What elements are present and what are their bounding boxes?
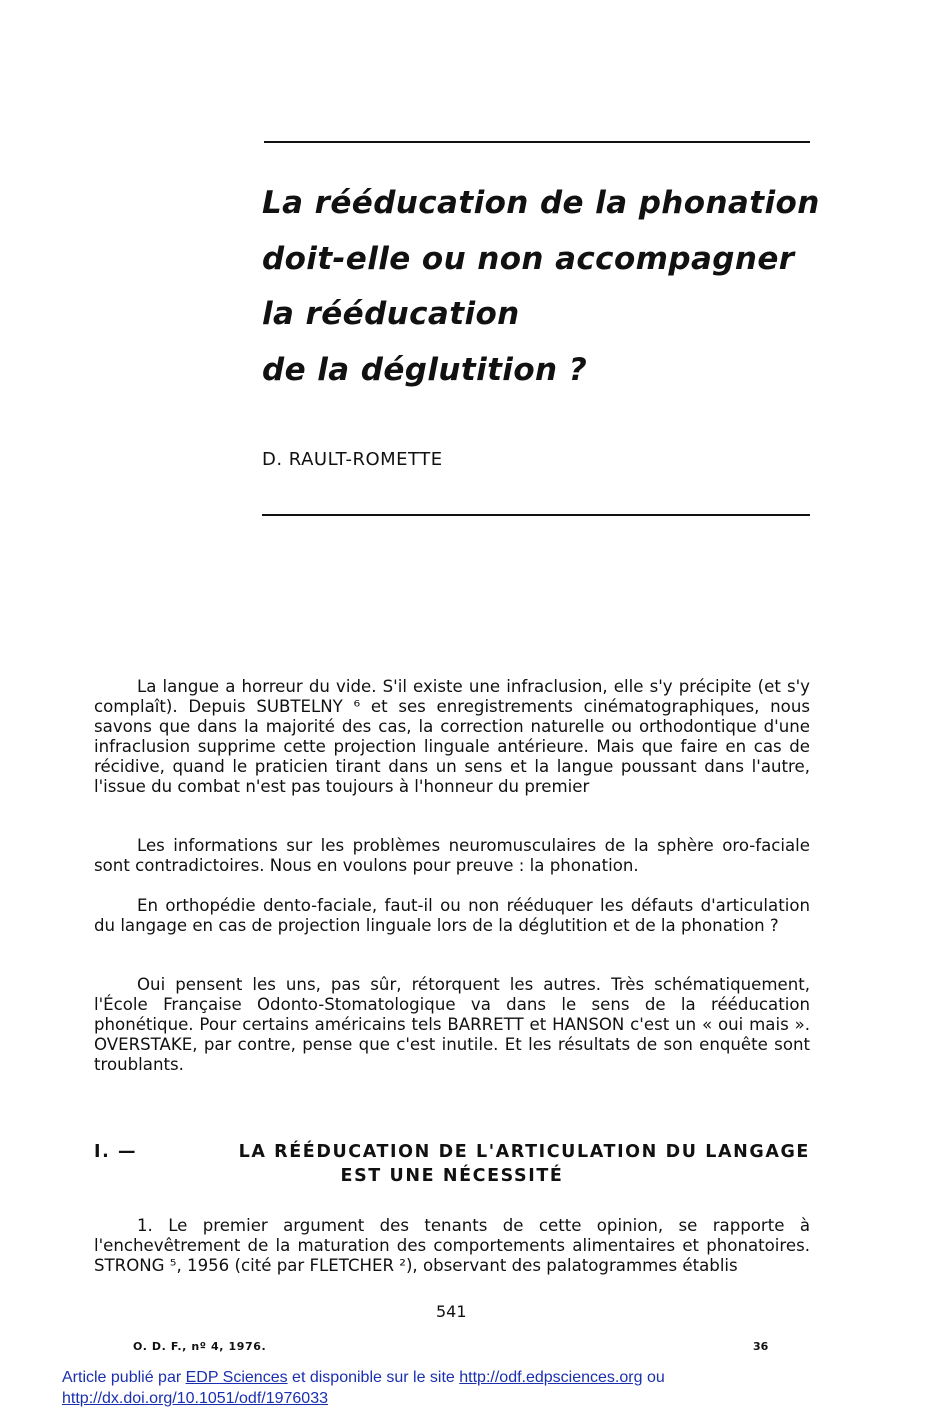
section-title-line-1: LA RÉÉDUCATION DE L'ARTICULATION DU LANGAGE [238,1142,810,1162]
title-line-3: la rééducation [262,296,520,332]
journal-citation: O. D. F., nº 4, 1976. [133,1340,267,1353]
paragraph-text: 1. Le premier argument des tenants de cette opinion, se rapporte à l'enchevêtrement de la maturation des comportements alimentaires et phonatoires. STRONG ⁵, 1956 (cité par FLETCHER ²), observant des palatogrammes établis [94,1216,810,1275]
notice-middle: et disponible sur le site [287,1369,460,1386]
edp-sciences-link[interactable]: EDP Sciences [185,1369,288,1386]
paragraph-2 [94,836,810,876]
article-title [262,176,822,398]
paragraph-text: En orthopédie dento-faciale, faut-il ou non rééduquer les défauts d'articulation du langage en cas de projection linguale lors de la déglutition et de la phonation ? [94,896,810,935]
title-line-2: doit-elle ou non accompagner [262,240,795,277]
doi-link[interactable]: http://dx.doi.org/10.1051/odf/1976033 [62,1390,328,1407]
section-paragraph-1 [94,1216,810,1276]
paragraph-3 [94,896,810,936]
paragraph-1 [94,677,810,797]
footer-number: 36 [753,1340,769,1353]
paragraph-text: Oui pensent les uns, pas sûr, rétorquent les autres. Très schématiquement, l'École Française Odonto-Stomatologique va dans le sens de la rééducation phonétique. Pour certains américains tels BARRETT et HANSON c'est un « oui mais ». OVERSTAKE, par contre, pense que c'est inutile. Et les résultats de son enquête sont troublants. [94,975,810,1074]
title-line-4: de la déglutition ? [262,351,588,388]
section-heading [94,1140,810,1188]
bottom-rule [262,514,810,516]
journal-site-link[interactable]: http://odf.edpsciences.org [459,1369,643,1386]
paragraph-text: La langue a horreur du vide. S'il existe une infraclusion, elle s'y précipite (et s'y complaît). Depuis SUBTELNY ⁶ et ses enregistrements cinématographiques, nous savons que dans la majorité des cas, la correction naturelle ou orthodontique d'une infraclusion supprime cette projection linguale antérieure. Mais que faire en cas de récidive, quand le praticien tirant dans un sens et la langue poussant dans l'autre, l'issue du combat n'est pas toujours à l'honneur du premier [94,677,810,796]
author-name: D. RAULT-ROMETTE [262,449,443,470]
section-title-line-2: EST UNE NÉCESSITÉ [340,1166,564,1186]
notice-prefix: Article publié par [62,1369,186,1386]
page-number: 541 [436,1302,467,1321]
top-rule [264,141,810,143]
paragraph-text: Les informations sur les problèmes neuromusculaires de la sphère oro-faciale sont contradictoires. Nous en voulons pour preuve : la phonation. [94,836,810,875]
paragraph-4 [94,975,810,1075]
section-number: I. — [94,1142,138,1162]
title-line-1: La rééducation de la phonation [262,185,820,221]
publisher-notice [62,1367,665,1409]
notice-suffix: ou [642,1369,665,1386]
